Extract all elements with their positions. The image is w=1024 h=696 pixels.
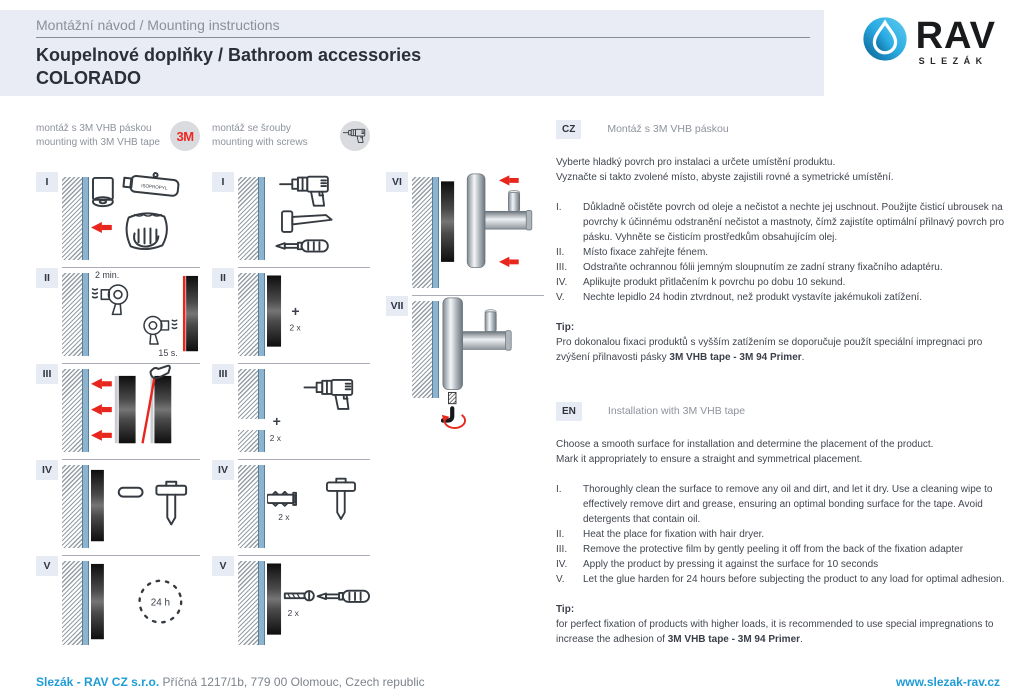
tape-step-5 [36, 556, 200, 652]
step-number: V [36, 556, 58, 576]
step-number: VII [386, 296, 408, 316]
step-number: II [36, 268, 58, 288]
step-number: IV [36, 460, 58, 480]
wall-hatch [412, 301, 433, 398]
screws-step-3 [212, 364, 370, 460]
tape-column-header [36, 118, 200, 154]
adapter-x2-icon [267, 268, 370, 361]
company-name: Slezák - RAV CZ s.r.o. [36, 675, 160, 689]
header-band [0, 10, 824, 96]
list-item: I. Thoroughly clean the surface to remove any oil and dirt, and let it dry. Use a cleaning wipe to effectively remove dirt and grease, ensuring an optimal bonding surface for the tape. Avoid detergents that contain oil. [556, 484, 993, 525]
company-address [36, 675, 425, 689]
step-number: III [212, 364, 234, 384]
logo-subbrand-text: SLEZÁK [918, 56, 988, 67]
cz-tip: Tip: Pro dokonalou fixaci produktů s vyšším zatížením se doporučuje použít speciální impregnaci pro zvýšení přilnavosti pásky 3M VHB tape - 3M 94 Primer. [556, 322, 983, 363]
wall-hatch [62, 273, 83, 356]
svg-text:ISOPROPYL: ISOPROPYL [140, 182, 168, 191]
wall-hatch [62, 177, 83, 260]
en-section-heading: Installation with 3M VHB tape [607, 405, 746, 417]
final-assembly-column [386, 118, 544, 432]
cz-language-badge: CZ [556, 120, 581, 139]
final-step-6 [386, 172, 544, 296]
company-address-text: Příčná 1217/1b, 779 00 Olomouc, Czech republic [162, 675, 425, 689]
wall-hatch [238, 465, 259, 548]
en-tip: Tip: for perfect fixation of products with higher loads, it is recommended to use special impregnations to increase the adhesion of 3M VHB tape - 3M 94 Primer. [556, 604, 994, 645]
en-language-badge: EN [556, 402, 582, 421]
drill-badge [340, 121, 370, 151]
wall-hatch [238, 273, 259, 356]
tape-column-label: montáž s 3M VHB páskou mounting with 3M VHB tape [36, 123, 160, 148]
cz-section-heading: Montáž s 3M VHB páskou [607, 123, 729, 135]
wall-hatch [412, 177, 433, 288]
list-item: IV. Apply the product by pressing it against the surface for 10 seconds [556, 559, 879, 570]
3m-badge: 3M [170, 121, 200, 151]
step-number: I [212, 172, 234, 192]
en-instructions [556, 402, 1010, 647]
product-model: COLORADO [36, 67, 141, 88]
drill-holes-icon [267, 364, 370, 457]
tighten-grub-screw-icon [441, 296, 544, 430]
screws-step-1 [212, 172, 370, 268]
cz-intro: Vyberte hladký povrch pro instalaci a určete umístění produktu. Vyznačte si takto zvolené místo, abyste zajistili rovné a symetrické umístění. [556, 157, 894, 183]
step-number: II [212, 268, 234, 288]
wall-hatch [62, 369, 83, 452]
water-drop-icon [862, 16, 908, 62]
wall-hatch [62, 465, 83, 548]
wall-hatch-drilled [238, 369, 259, 452]
step-number: IV [212, 460, 234, 480]
logo-brand-text: RAV [915, 15, 996, 57]
en-intro: Choose a smooth surface for installation and determine the placement of the product. Mark it appropriately to ensure a straight and symmetrical placement. [556, 439, 934, 465]
list-item: II. Heat the place for fixation with hair dryer. [556, 529, 765, 540]
drill-icon [343, 128, 367, 145]
svg-text:24 h: 24 h [150, 597, 170, 609]
svg-text:2 x: 2 x [289, 322, 301, 333]
svg-text:+: + [272, 412, 281, 429]
svg-text:2 x: 2 x [287, 607, 299, 618]
rav-logo [862, 16, 996, 66]
wall-hatch [238, 561, 259, 645]
screws-step-5 [212, 556, 370, 652]
website-link[interactable]: www.slezak-rav.cz [895, 675, 1000, 689]
page-title: Koupelnové doplňky / Bathroom accessories [36, 45, 422, 65]
list-item: III. Odstraňte ochrannou fólii jemným sloupnutím ze zadní strany fixačního adaptéru. [556, 262, 943, 273]
step-number: V [212, 556, 234, 576]
svg-text:15 s.: 15 s. [158, 348, 178, 359]
push-product-on-adapter-icon [441, 172, 544, 293]
step-number: VI [386, 172, 408, 192]
instructions-text-panel [556, 120, 1010, 647]
apply-adapter-icon [91, 460, 200, 553]
page-footer [36, 675, 1000, 689]
screws-mounting-column [212, 118, 370, 652]
clean-surface-icon [91, 172, 200, 265]
cure-24h-icon [91, 556, 200, 650]
list-item: I. Důkladně očistěte povrch od oleje a nečistot a nechte jej uschnout. Použijte čisticí ubrousek na povrchy k účinnému odstranění nečistot a mastnoty, čímž zajistíte optimální přilnavý povrch pro pásku. Vyhněte se čisticím prostředkům obsahujícím olej. [556, 202, 1005, 243]
screw-fixing-icon [267, 556, 370, 650]
screws-step-2 [212, 268, 370, 364]
wall-hatch [62, 561, 83, 645]
wall-plug-icon [267, 460, 370, 553]
tape-step-2 [36, 268, 200, 364]
tape-step-4 [36, 460, 200, 556]
en-step-list [556, 482, 1010, 587]
hairdryer-heat-icon [91, 268, 200, 361]
tools-icon [267, 172, 370, 265]
tape-step-1 [36, 172, 200, 268]
svg-text:+: + [291, 302, 300, 319]
step-number: III [36, 364, 58, 384]
list-item: II. Místo fixace zahřejte fénem. [556, 247, 709, 258]
doc-type-label: Montážní návod / Mounting instructions [36, 17, 810, 38]
peel-film-icon [91, 364, 200, 457]
cz-step-list [556, 200, 1010, 305]
final-step-7 [386, 296, 544, 432]
list-item: V. Nechte lepidlo 24 hodin ztvrdnout, než produkt vystavíte jakémukoli zatížení. [556, 292, 923, 303]
list-item: V. Let the glue harden for 24 hours before subjecting the product to any load for optimal adhesion. [556, 574, 1005, 585]
svg-text:2 x: 2 x [278, 511, 290, 522]
screws-column-header [212, 118, 370, 154]
screws-column-label: montáž se šrouby mounting with screws [212, 123, 308, 148]
wall-hatch [238, 177, 259, 260]
screws-step-4 [212, 460, 370, 556]
cz-instructions [556, 120, 1010, 365]
list-item: III. Remove the protective film by gently peeling it off from the back of the fixation adapter [556, 544, 964, 555]
tape-mounting-column [36, 118, 200, 652]
svg-text:2 min.: 2 min. [94, 269, 120, 280]
step-number: I [36, 172, 58, 192]
svg-text:2 x: 2 x [269, 432, 282, 443]
list-item: IV. Aplikujte produkt přitlačením k povrchu po dobu 10 sekund. [556, 277, 846, 288]
tape-step-3 [36, 364, 200, 460]
